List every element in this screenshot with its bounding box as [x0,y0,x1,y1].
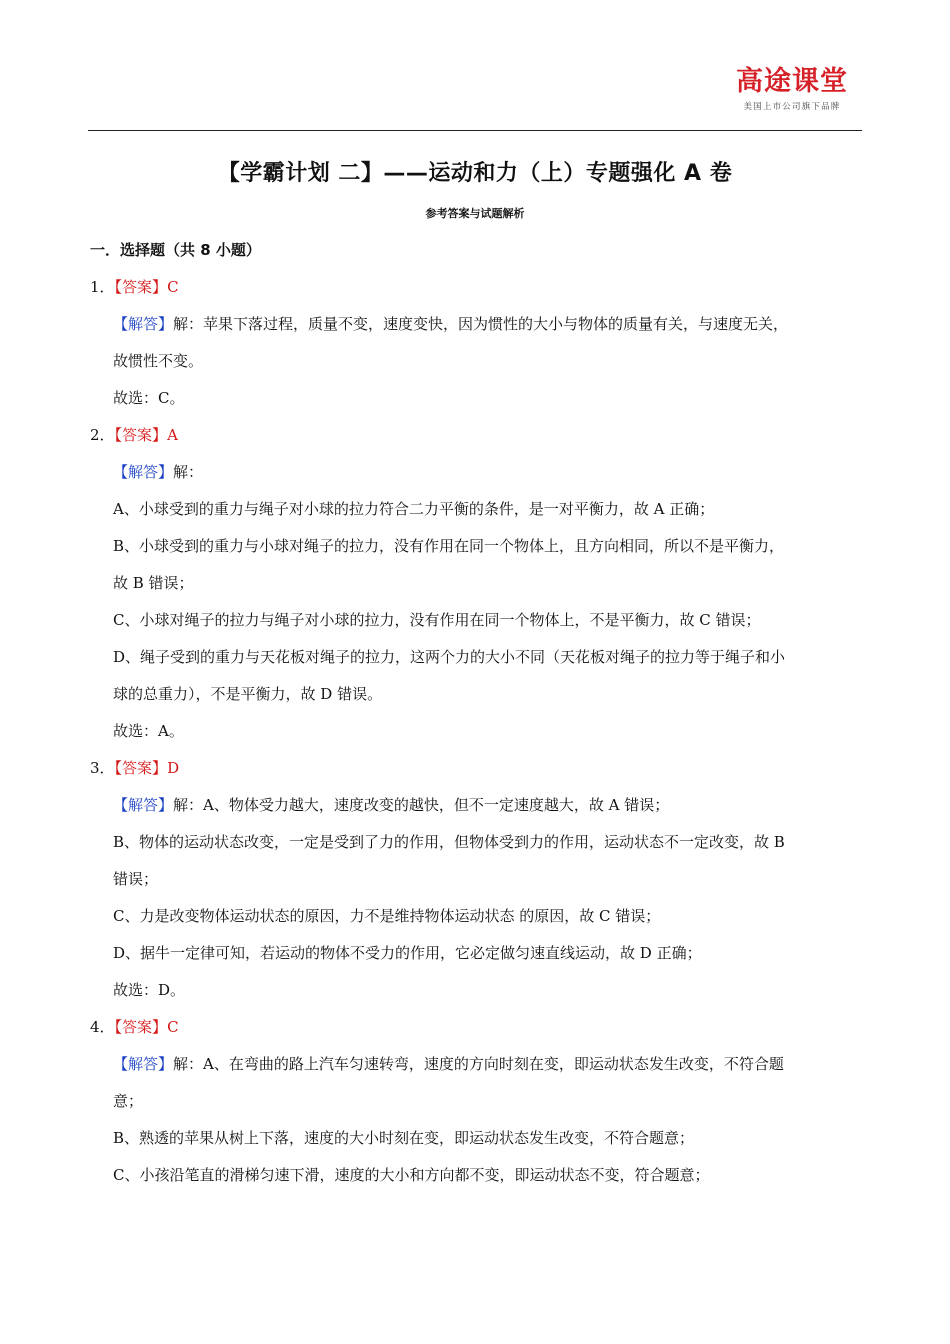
analysis-line: 意； [113,1092,144,1110]
answer-tag: 【答案】 [114,759,168,777]
header-divider [88,130,862,131]
analysis-line: A、小球受到的重力与绳子对小球的拉力符合二力平衡的条件，是一对平衡力，故 A 正确； [113,500,715,518]
analysis-tag: 【解答】 [113,796,174,814]
question-number: 3． [90,759,115,777]
answer-value: D [167,759,180,777]
answer-value: C [167,278,179,296]
question-number: 4． [90,1018,115,1036]
analysis-text: 解：A、在弯曲的路上汽车匀速转弯，速度的方向时刻在变，即运动状态发生改变，不符合题 [173,1055,784,1073]
analysis-line: 错误； [113,870,159,888]
analysis-text: 解：苹果下落过程，质量不变，速度变快，因为惯性的大小与物体的质量有关，与速度无关， [173,315,789,333]
analysis-text: 解：A、物体受力越大，速度改变的越快，但不一定速度越大，故 A 错误； [173,796,670,814]
analysis-tag: 【解答】 [113,315,174,333]
analysis-line: 故 B 错误； [113,574,194,592]
analysis-line [90,454,864,491]
question-4-answer-line [90,1009,864,1046]
answer-tag: 【答案】 [114,278,168,296]
logo-main-text: 高途课堂 [736,66,848,97]
question-3-answer-line [90,750,864,787]
analysis-line: B、熟透的苹果从树上下落，速度的大小时刻在变，即运动状态发生改变，不符合题意； [113,1129,695,1147]
analysis-line: C、小孩沿笔直的滑梯匀速下滑，速度的大小和方向都不变，即运动状态不变，符合题意； [113,1166,710,1184]
answer-value: A [167,426,178,444]
analysis-line: B、小球受到的重力与小球对绳子的拉力，没有作用在同一个物体上，且方向相同，所以不是平衡力， [113,537,785,555]
section-title: 一．选择题（共 8 小题） [90,241,261,259]
question-2-answer-line [90,417,864,454]
answer-value: C [167,1018,179,1036]
answer-tag: 【答案】 [114,1018,168,1036]
analysis-line: C、力是改变物体运动状态的原因，力不是维持物体运动状态 的原因，故 C 错误； [113,907,661,925]
page-title: 【学霸计划 二】——运动和力（上）专题强化 A 卷 [217,161,733,186]
analysis-line [90,306,864,343]
analysis-line: D、绳子受到的重力与天花板对绳子的拉力，这两个力的大小不同（天花板对绳子的拉力等于绳子和小 [113,648,786,666]
analysis-line [90,787,864,824]
question-number: 1． [90,278,115,296]
question-1-answer-line [90,269,864,306]
question-number: 2． [90,426,115,444]
logo-sub-text: 美国上市公司旗下品牌 [743,102,841,112]
analysis-line: D、据牛一定律可知，若运动的物体不受力的作用，它必定做匀速直线运动，故 D 正确； [113,944,702,962]
analysis-line: C、小球对绳子的拉力与绳子对小球的拉力，没有作用在同一个物体上，不是平衡力，故 C 错误； [113,611,761,629]
analysis-line [90,1046,864,1083]
analysis-line: B、物体的运动状态改变，一定是受到了力的作用，但物体受到力的作用，运动状态不一定改变，故 B [113,833,785,851]
document-body [90,232,864,1194]
analysis-line: 故惯性不变。 [113,352,204,370]
analysis-line: 故选：D。 [113,981,186,999]
brand-logo [736,66,848,112]
analysis-text: 解： [173,463,204,481]
page-subtitle: 参考答案与试题解析 [425,207,525,220]
analysis-tag: 【解答】 [113,1055,174,1073]
answer-tag: 【答案】 [114,426,168,444]
analysis-line: 故选：A。 [113,722,184,740]
analysis-tag: 【解答】 [113,463,174,481]
analysis-line: 故选：C。 [113,389,185,407]
analysis-line: 球的总重力），不是平衡力，故 D 错误。 [113,685,383,703]
